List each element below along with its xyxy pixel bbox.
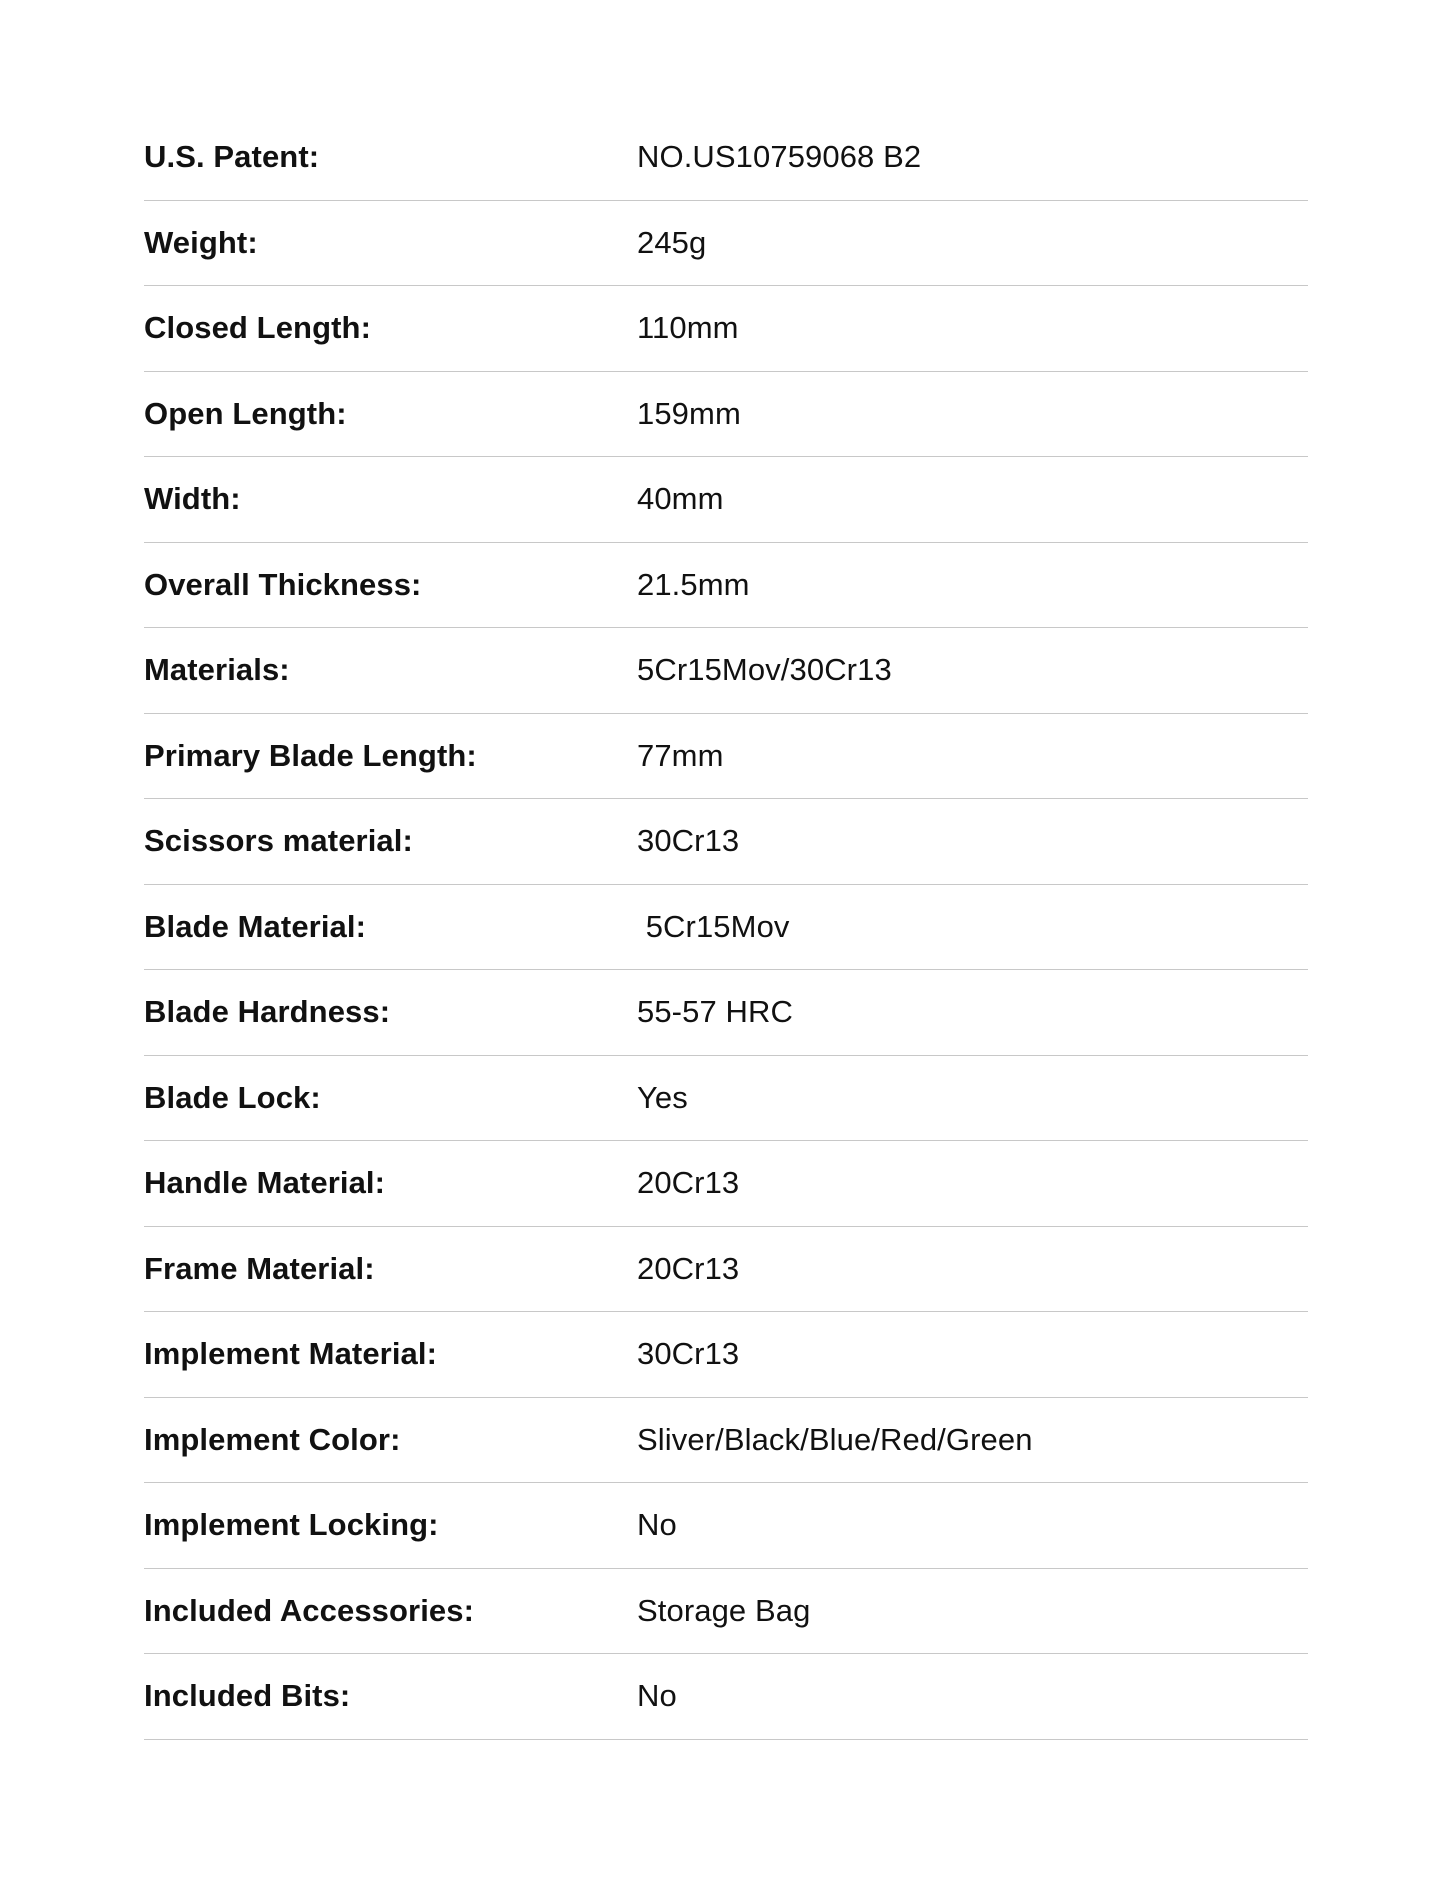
spec-value: 245g: [637, 224, 707, 260]
spec-label: Blade Hardness:: [144, 994, 391, 1030]
spec-value: 5Cr15Mov: [637, 908, 790, 944]
spec-row-patent: [144, 115, 1308, 201]
spec-row-primary-blade-length: [144, 714, 1308, 800]
spec-table: [144, 115, 1308, 1740]
spec-label: Included Bits:: [144, 1678, 351, 1714]
spec-value: 5Cr15Mov/30Cr13: [637, 652, 892, 688]
spec-value: Sliver/Black/Blue/Red/Green: [637, 1421, 1033, 1457]
spec-row-included-accessories: [144, 1569, 1308, 1655]
spec-value: 20Cr13: [637, 1165, 740, 1201]
spec-row-weight: [144, 201, 1308, 287]
spec-value: 21.5mm: [637, 566, 750, 602]
spec-label: Implement Locking:: [144, 1507, 439, 1543]
spec-label: Width:: [144, 481, 241, 517]
spec-value: Storage Bag: [637, 1592, 811, 1628]
spec-label: Blade Material:: [144, 908, 367, 944]
spec-value: 30Cr13: [637, 823, 740, 859]
spec-value: 30Cr13: [637, 1336, 740, 1372]
spec-value: 40mm: [637, 481, 724, 517]
spec-value: 110mm: [637, 310, 739, 346]
spec-label: Blade Lock:: [144, 1079, 321, 1115]
spec-value: 55-57 HRC: [637, 994, 793, 1030]
spec-label: Implement Material:: [144, 1336, 438, 1372]
spec-label: Scissors material:: [144, 823, 413, 859]
spec-row-implement-material: [144, 1312, 1308, 1398]
spec-row-included-bits: [144, 1654, 1308, 1740]
spec-value: NO.US10759068 B2: [637, 139, 922, 175]
spec-row-scissors-material: [144, 799, 1308, 885]
spec-row-open-length: [144, 372, 1308, 458]
spec-row-implement-color: [144, 1398, 1308, 1484]
spec-label: Handle Material:: [144, 1165, 386, 1201]
spec-value: 20Cr13: [637, 1250, 740, 1286]
spec-label: Overall Thickness:: [144, 566, 422, 602]
spec-label: Primary Blade Length:: [144, 737, 477, 773]
spec-value: Yes: [637, 1079, 688, 1115]
spec-row-blade-lock: [144, 1056, 1308, 1142]
spec-row-blade-material: [144, 885, 1308, 971]
spec-row-width: [144, 457, 1308, 543]
spec-row-closed-length: [144, 286, 1308, 372]
spec-row-overall-thickness: [144, 543, 1308, 629]
spec-label: Implement Color:: [144, 1421, 401, 1457]
spec-row-blade-hardness: [144, 970, 1308, 1056]
spec-row-implement-locking: [144, 1483, 1308, 1569]
spec-label: U.S. Patent:: [144, 139, 320, 175]
spec-row-materials: [144, 628, 1308, 714]
spec-value: No: [637, 1678, 677, 1714]
spec-label: Included Accessories:: [144, 1592, 475, 1628]
spec-value: No: [637, 1507, 677, 1543]
spec-label: Closed Length:: [144, 310, 371, 346]
spec-value: 159mm: [637, 395, 741, 431]
spec-value: 77mm: [637, 737, 724, 773]
spec-row-handle-material: [144, 1141, 1308, 1227]
spec-label: Materials:: [144, 652, 290, 688]
spec-row-frame-material: [144, 1227, 1308, 1313]
spec-label: Open Length:: [144, 395, 347, 431]
spec-label: Weight:: [144, 224, 258, 260]
spec-label: Frame Material:: [144, 1250, 375, 1286]
